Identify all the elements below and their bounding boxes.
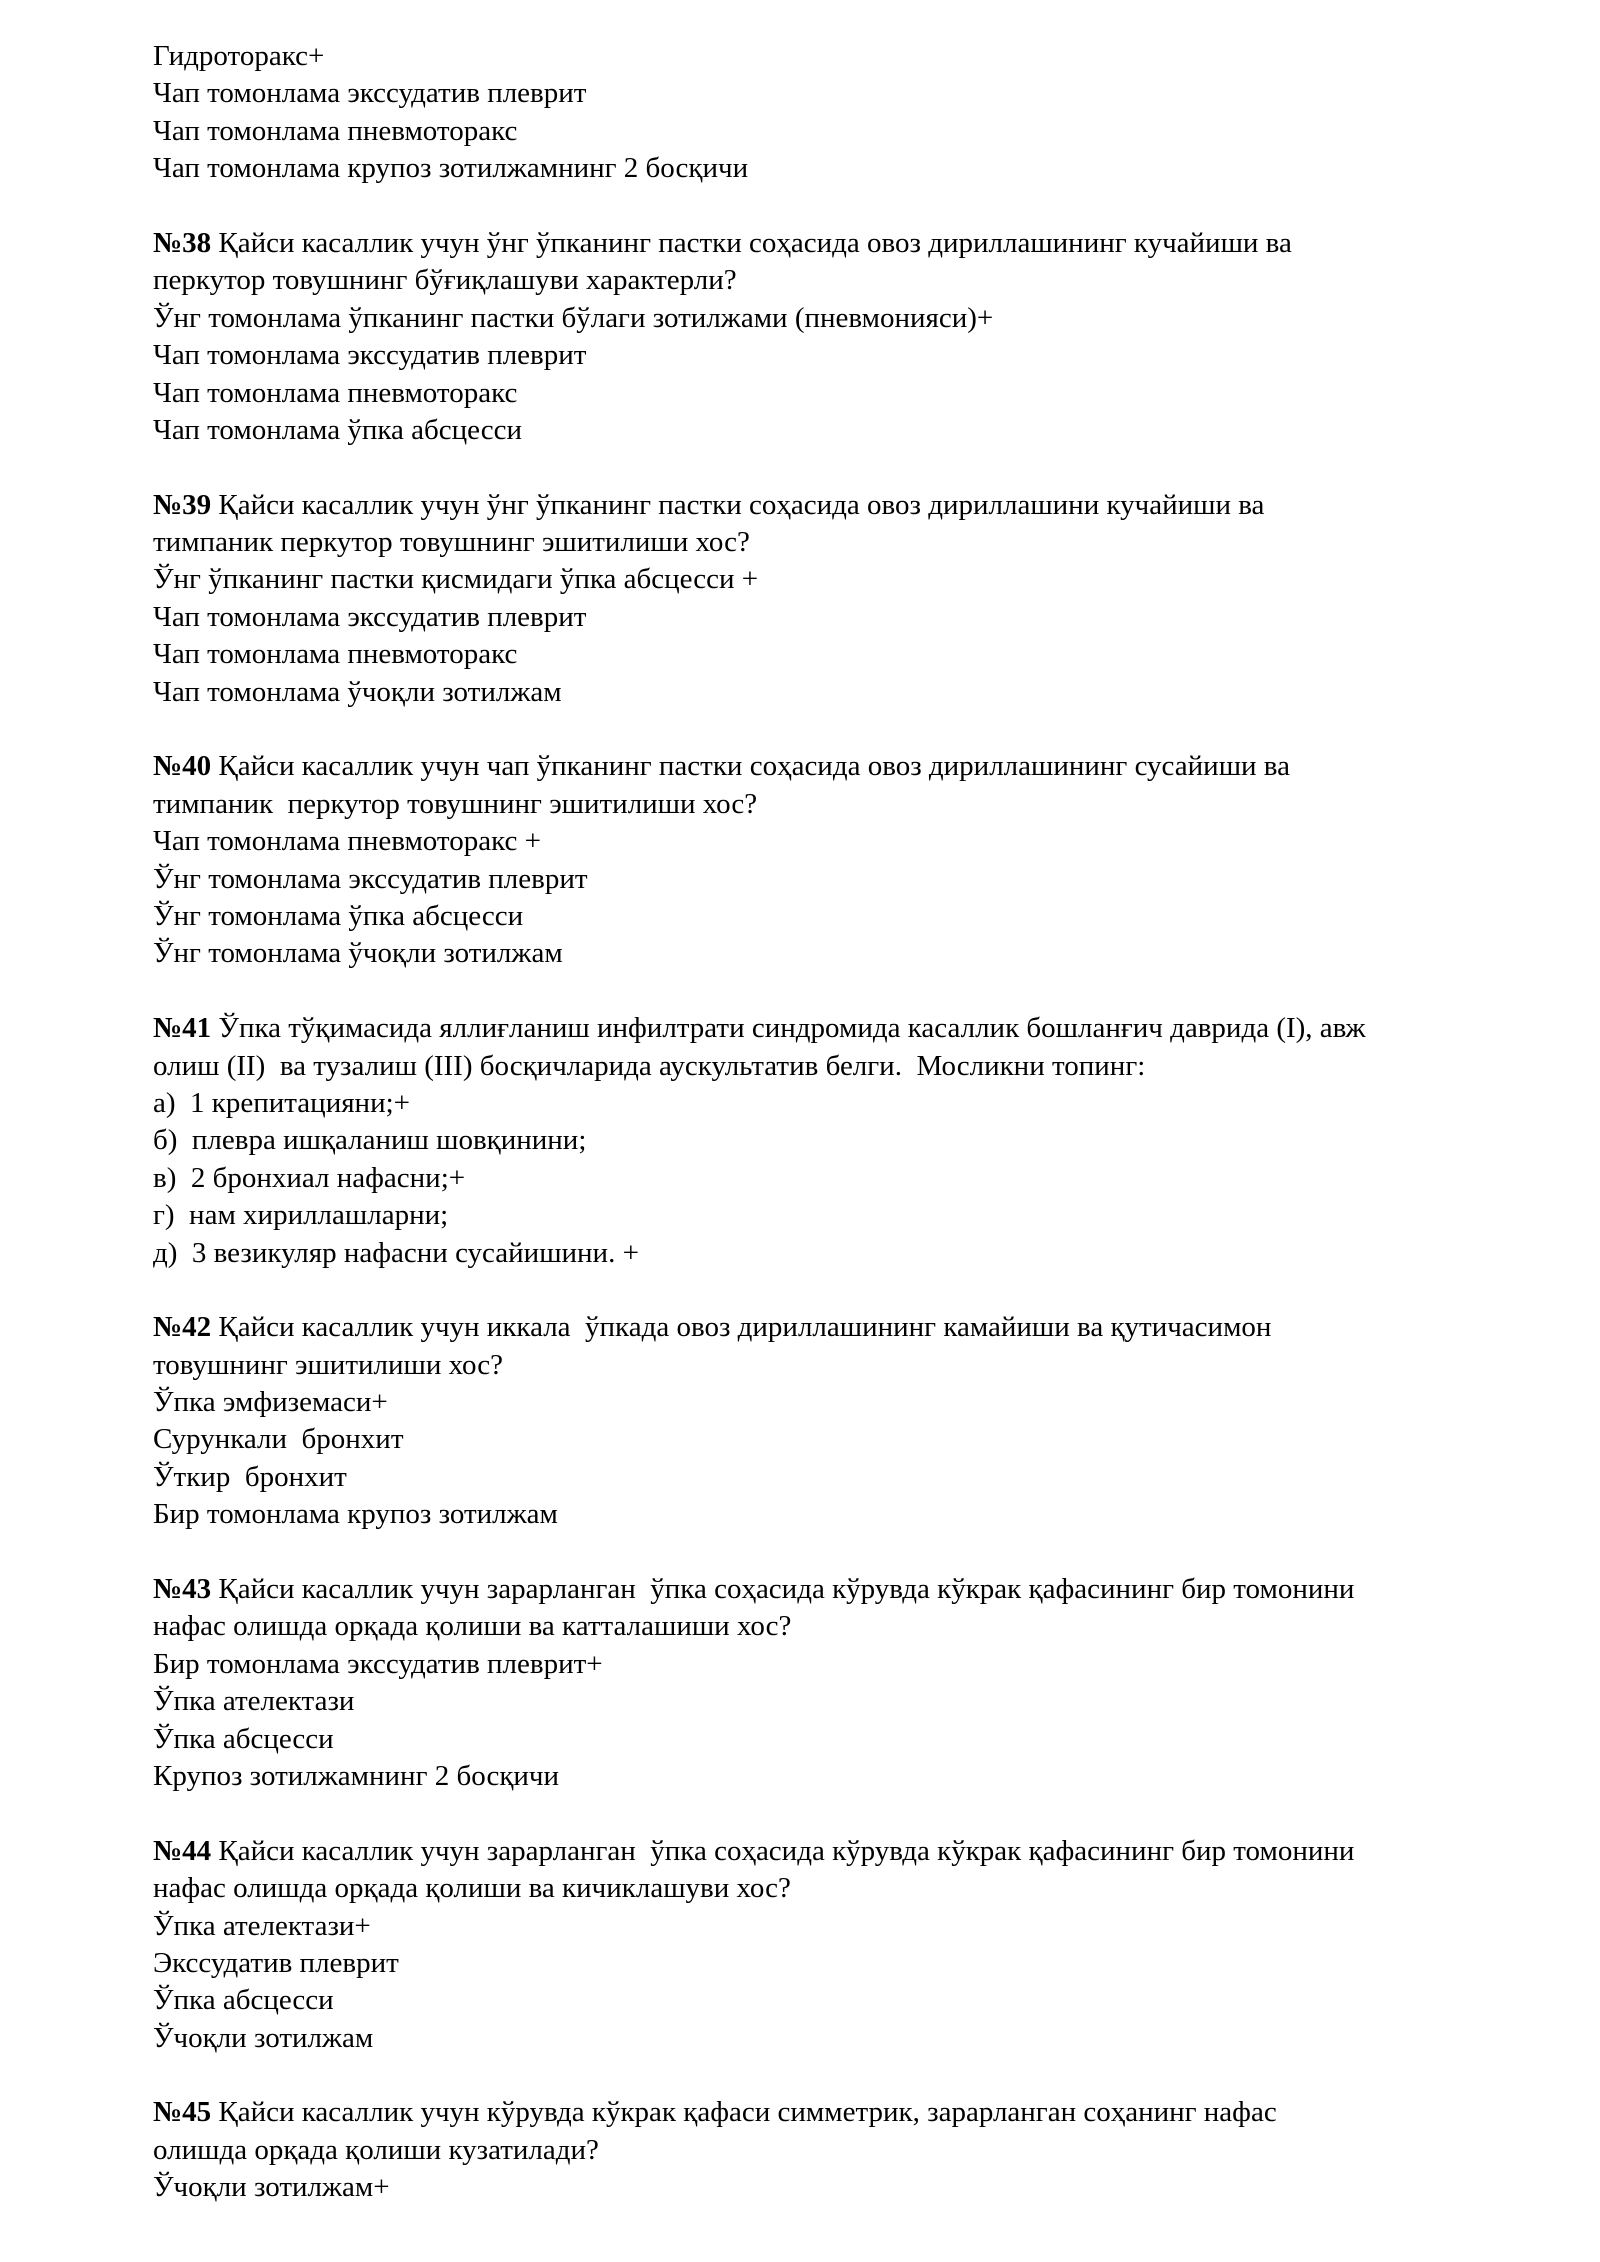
answer-option: Чап томонлама пневмоторакс — [153, 376, 518, 409]
question-text: Қайси касаллик учун зарарланган ўпка соҳасида кўрувда кўкрак қафасининг бир томонини — [211, 1834, 1355, 1867]
answer-option: г) нам хириллашларни; — [153, 1199, 449, 1232]
answer-option: в) 2 бронхиал нафасни;+ — [153, 1161, 466, 1194]
answer-option: Ўнг томонлама ўпка абсцесси — [153, 899, 524, 932]
answer-options — [153, 38, 1553, 188]
answer-option: Чап томонлама пневмоторакс — [153, 638, 518, 671]
question-text: Қайси касаллик учун чап ўпканинг пастки соҳасида овоз дириллашининг сусайиши ва — [211, 750, 1290, 783]
question-43 — [153, 1571, 1553, 1795]
answer-option: Ўткир бронхит — [153, 1460, 347, 1493]
question-42 — [153, 1309, 1553, 1533]
answer-option: Сурункали бронхит — [153, 1423, 404, 1456]
question-text: Қайси касаллик учун зарарланган ўпка соҳасида кўрувда кўкрак қафасининг бир томонини — [211, 1573, 1355, 1606]
answer-option: б) плевра ишқаланиш шовқинини; — [153, 1124, 587, 1157]
question-text-cont: олиш (II) ва тузалиш (III) босқичларида аускультатив белги. Мосликни топинг: — [153, 1049, 1146, 1082]
question-text-cont: тимпаник перкутор товушнинг эшитилиши хос? — [153, 526, 750, 559]
answer-option: Ўчоқли зотилжам — [153, 2021, 374, 2054]
question-text: Қайси касаллик учун иккала ўпкада овоз дириллашининг камайиши ва қутичасимон — [211, 1311, 1272, 1344]
answer-option: Ўпка ателектази+ — [153, 1909, 371, 1942]
question-number: №42 — [153, 1311, 212, 1344]
answer-option: Бир томонлама экссудатив плеврит+ — [153, 1647, 603, 1680]
question-38 — [153, 225, 1553, 449]
question-41 — [153, 1010, 1553, 1272]
question-number: №43 — [153, 1573, 212, 1606]
answer-option: Чап томонлама экссудатив плеврит — [153, 77, 587, 110]
answer-option: Ўнг томонлама экссудатив плеврит — [153, 862, 588, 895]
question-text-cont: товушнинг эшитилиши хос? — [153, 1348, 503, 1381]
answer-option: Гидроторакс+ — [153, 40, 325, 72]
question-text: Қайси касаллик учун ўнг ўпканинг пастки соҳасида овоз дириллашининг кучайиши ва — [211, 226, 1292, 259]
question-40 — [153, 748, 1553, 972]
answer-option: Чап томонлама пневмоторакс — [153, 114, 518, 147]
question-text-cont: тимпаник перкутор товушнинг эшитилиши хос? — [153, 787, 758, 820]
answer-option: Ўнг ўпканинг пастки қисмидаги ўпка абсцесси + — [153, 563, 759, 596]
answer-option: Ўпка ателектази — [153, 1685, 355, 1718]
question-45 — [153, 2094, 1553, 2206]
answer-option: Ўнг томонлама ўпканинг пастки бўлаги зотилжами (пневмонияси)+ — [153, 301, 994, 334]
answer-option: а) 1 крепитацияни;+ — [153, 1086, 411, 1119]
answer-option: Ўнг томонлама ўчоқли зотилжам — [153, 937, 563, 970]
question-text-cont: нафас олишда орқада қолиши ва кичиклашуви хос? — [153, 1872, 791, 1905]
answer-option: Экссудатив плеврит — [153, 1946, 399, 1979]
answer-option: Чап томонлама ўчоқли зотилжам — [153, 675, 562, 708]
document-page — [153, 38, 1553, 2207]
question-number: №41 — [153, 1012, 212, 1045]
answer-option: Чап томонлама крупоз зотилжамнинг 2 босқичи — [153, 152, 749, 185]
answer-option: Крупоз зотилжамнинг 2 босқичи — [153, 1759, 560, 1792]
question-number: №45 — [153, 2096, 212, 2129]
question-text: Ўпка тўқимасида яллиғланиш инфилтрати синдромида касаллик бошланғич даврида (I), авж — [211, 1012, 1366, 1045]
question-text: Қайси касаллик учун ўнг ўпканинг пастки соҳасида овоз дириллашини кучайиши ва — [211, 488, 1265, 521]
answer-option: д) 3 везикуляр нафасни сусайишини. + — [153, 1236, 639, 1269]
answer-option: Ўпка абсцесси — [153, 1984, 334, 2017]
question-39 — [153, 487, 1553, 711]
question-text-cont: олишда орқада қолиши кузатилади? — [153, 2133, 599, 2166]
answer-option: Бир томонлама крупоз зотилжам — [153, 1498, 558, 1531]
question-number: №38 — [153, 226, 212, 259]
answer-option: Чап томонлама ўпка абсцесси — [153, 413, 522, 446]
question-number: №44 — [153, 1834, 212, 1867]
answer-option: Чап томонлама пневмоторакс + — [153, 825, 541, 858]
answer-option: Ўпка эмфиземаси+ — [153, 1386, 388, 1419]
question-text-cont: нафас олишда орқада қолиши ва катталашиши хос? — [153, 1610, 792, 1643]
answer-option: Чап томонлама экссудатив плеврит — [153, 600, 587, 633]
answer-option: Чап томонлама экссудатив плеврит — [153, 339, 587, 372]
question-text: Қайси касаллик учун кўрувда кўкрак қафаси симметрик, зарарланган соҳанинг нафас — [211, 2096, 1277, 2129]
question-number: №39 — [153, 488, 212, 521]
answer-option: Ўпка абсцесси — [153, 1722, 334, 1755]
question-text-cont: перкутор товушнинг бўғиқлашуви характерли? — [153, 264, 737, 297]
question-number: №40 — [153, 750, 212, 783]
answer-option: Ўчоқли зотилжам+ — [153, 2171, 390, 2204]
question-44 — [153, 1833, 1553, 2057]
